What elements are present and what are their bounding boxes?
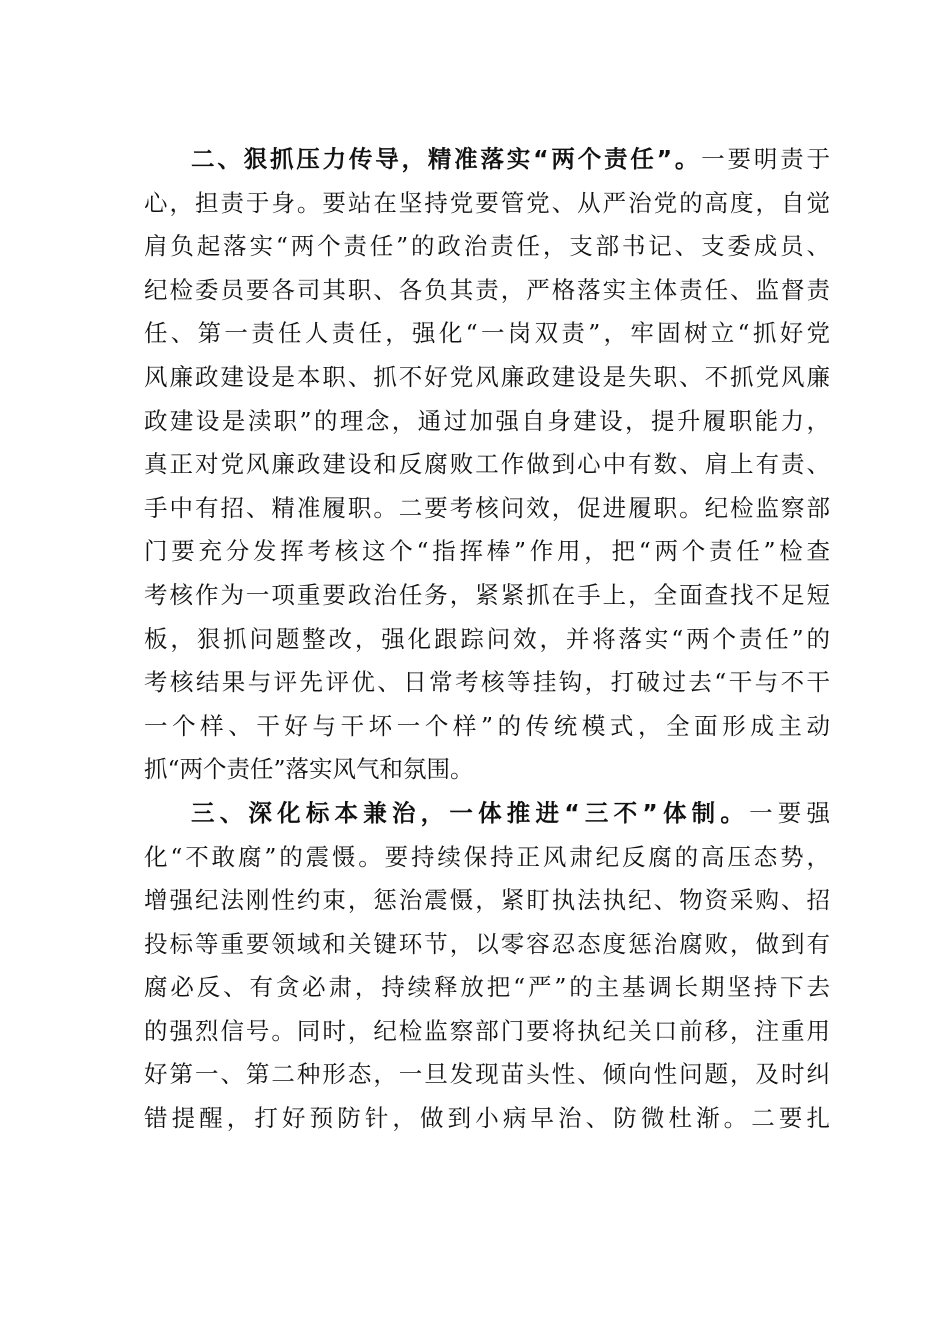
paragraph-2-text: 一要明责于 [701, 145, 831, 173]
paragraph-2-line: 任、第一责任人责任，强化“一岗双责”，牢固树立“抓好党 [144, 319, 830, 348]
paragraph-3-line-1 [144, 792, 830, 836]
paragraph-3-line: 的强烈信号。同时，纪检监察部门要将执纪关口前移，注重用 [144, 1016, 830, 1045]
paragraph-2-line: 考核结果与评先评优、日常考核等挂钩，打破过去“干与不干 [144, 668, 830, 697]
paragraph-2-line: 风廉政建设是本职、抓不好党风廉政建设是失职、不抓党风廉 [144, 362, 830, 391]
paragraph-2-heading: 二、狠抓压力传导，精准落实“两个责任”。 [191, 145, 702, 173]
paragraph-2-line: 一个样、干好与干坏一个样”的传统模式，全面形成主动 [144, 711, 830, 740]
paragraph-3-line: 增强纪法刚性约束，惩治震慑，紧盯执法执纪、物资采购、招 [144, 886, 830, 915]
paragraph-2-line: 抓“两个责任”落实风气和氛围。 [144, 755, 474, 784]
paragraph-2-line: 板，狠抓问题整改，强化跟踪问效，并将落实“两个责任”的 [144, 624, 830, 653]
paragraph-3-line: 腐必反、有贪必肃，持续释放把“严”的主基调长期坚持下去 [144, 973, 830, 1002]
paragraph-3-heading: 三、深化标本兼治，一体推进“三不”体制。 [191, 798, 750, 827]
document-body [144, 138, 830, 1141]
paragraph-2-line: 考核作为一项重要政治任务，紧紧抓在手上，全面查找不足短 [144, 580, 830, 609]
paragraph-3-line: 投标等重要领域和关键环节，以零容忍态度惩治腐败，做到有 [144, 929, 830, 958]
paragraph-2-line: 门要充分发挥考核这个“指挥棒”作用，把“两个责任”检查 [144, 537, 830, 566]
paragraph-3-line: 好第一、第二种形态，一旦发现苗头性、倾向性问题，及时纠 [144, 1060, 830, 1089]
paragraph-2-line: 政建设是渎职”的理念，通过加强自身建设，提升履职能力， [144, 406, 830, 435]
paragraph-2-line: 真正对党风廉政建设和反腐败工作做到心中有数、肩上有责、 [144, 450, 830, 479]
paragraph-2-line: 纪检委员要各司其职、各负其责，严格落实主体责任、监督责 [144, 275, 830, 304]
paragraph-3-line: 化“不敢腐”的震慑。要持续保持正风肃纪反腐的高压态势， [144, 842, 830, 871]
paragraph-2-line: 手中有招、精准履职。二要考核问效，促进履职。纪检监察部 [144, 493, 830, 522]
paragraph-2-line: 肩负起落实“两个责任”的政治责任，支部书记、支委成员、 [144, 232, 830, 261]
paragraph-2-line-1 [144, 138, 830, 182]
paragraph-2-line: 心，担责于身。要站在坚持党要管党、从严治党的高度，自觉 [144, 188, 830, 217]
paragraph-3-line: 错提醒，打好预防针，做到小病早治、防微杜渐。二要扎 [144, 1104, 830, 1133]
paragraph-3-text: 一要强 [749, 798, 831, 827]
